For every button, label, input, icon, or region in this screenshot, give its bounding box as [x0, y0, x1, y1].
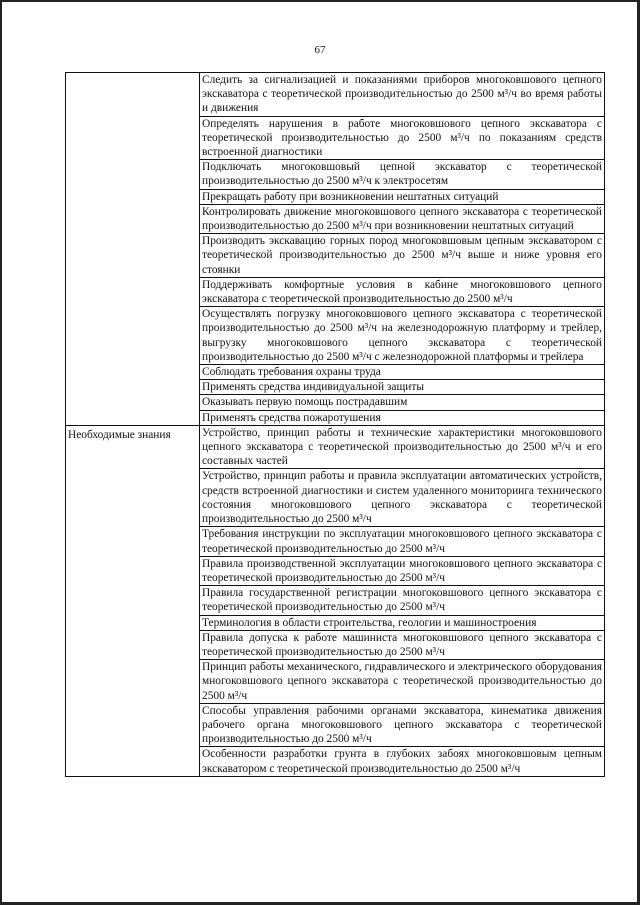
table-cell: Подключать многоковшовый цепной экскаватор с теоретической производительностью до 2500 м³/ч к электросетям	[200, 160, 605, 189]
table-cell: Следить за сигнализацией и показаниями приборов многоковшового цепного экскаватора с теоретической производительностью до 2500 м³/ч во время работы и движения	[200, 73, 605, 117]
table-cell: Терминология в области строительства, геологии и машиностроения	[200, 615, 605, 630]
table-cell: Требования инструкции по эксплуатации многоковшового цепного экскаватора с теоретической производительностью до 2500 м³/ч	[200, 527, 605, 556]
table-cell: Определять нарушения в работе многоковшового цепного экскаватора с теоретической производительностью до 2500 м³/ч по показаниям средств встроенной диагностики	[200, 116, 605, 160]
table-cell: Производить экскавацию горных пород многоковшовым цепным экскаватором с теоретической производительностью до 2500 м³/ч выше и ниже уровня его стоянки	[200, 234, 605, 278]
table-row	[66, 425, 605, 469]
table-cell: Оказывать первую помощь пострадавшим	[200, 395, 605, 410]
table-cell: Правила государственной регистрации многоковшового цепного экскаватора с теоретической производительностью до 2500 м³/ч	[200, 586, 605, 615]
page-number: 67	[314, 44, 326, 56]
table-cell: Применять средства пожаротушения	[200, 410, 605, 425]
table-cell: Особенности разработки грунта в глубоких забоях многоковшовым цепным экскаватором с теоретической производительностью до 2500 м³/ч	[200, 747, 605, 776]
table-cell: Принцип работы механического, гидравлического и электрического оборудования многоковшового цепного экскаватора с теоретической производительностью до 2500 м³/ч	[200, 660, 605, 704]
table-cell: Правила допуска к работе машиниста многоковшового цепного экскаватора с теоретической производительностью до 2500 м³/ч	[200, 630, 605, 659]
table-cell: Осуществлять погрузку многоковшового цепного экскаватора с теоретической производительностью до 2500 м³/ч на железнодорожную платформу и трейлер, выгрузку многоковшового цепного экскаватора с теоретической производительностью до 2500 м³/ч с железнодорожной платформы и трейлера	[200, 307, 605, 365]
table-cell: Соблюдать требования охраны труда	[200, 365, 605, 380]
table-cell: Применять средства индивидуальной защиты	[200, 380, 605, 395]
section-label-knowledge: Необходимые знания	[66, 425, 200, 776]
table-row	[66, 73, 605, 117]
table-cell: Устройство, принцип работы и технические характеристики многоковшового цепного экскаватора с теоретической производительностью до 2500 м³/ч и его составных частей	[200, 425, 605, 469]
table-cell: Прекращать работу при возникновении нештатных ситуаций	[200, 189, 605, 204]
section-label-duties	[66, 73, 200, 426]
table-cell: Устройство, принцип работы и правила эксплуатации автоматических устройств, средств встроенной диагностики и систем удаленного мониторинга технического состояния многоковшового цепного экскаватора с теоретической производительностью до 2500 м³/ч	[200, 469, 605, 527]
scan-edge-top	[0, 0, 640, 2]
scan-edge-left	[0, 0, 2, 905]
table-cell: Правила производственной эксплуатации многоковшового цепного экскаватора с теоретической производительностью до 2500 м³/ч	[200, 556, 605, 585]
requirements-table	[65, 72, 605, 777]
table-cell: Поддерживать комфортные условия в кабине многоковшового цепного экскаватора с теоретической производительностью до 2500 м³/ч	[200, 277, 605, 306]
table-cell: Способы управления рабочими органами экскаватора, кинематика движения рабочего органа многоковшового цепного экскаватора с теоретической производительностью до 2500 м³/ч	[200, 703, 605, 747]
table-cell: Контролировать движение многоковшового цепного экскаватора с теоретической производительностью до 2500 м³/ч при возникновении нештатных ситуаций	[200, 204, 605, 233]
